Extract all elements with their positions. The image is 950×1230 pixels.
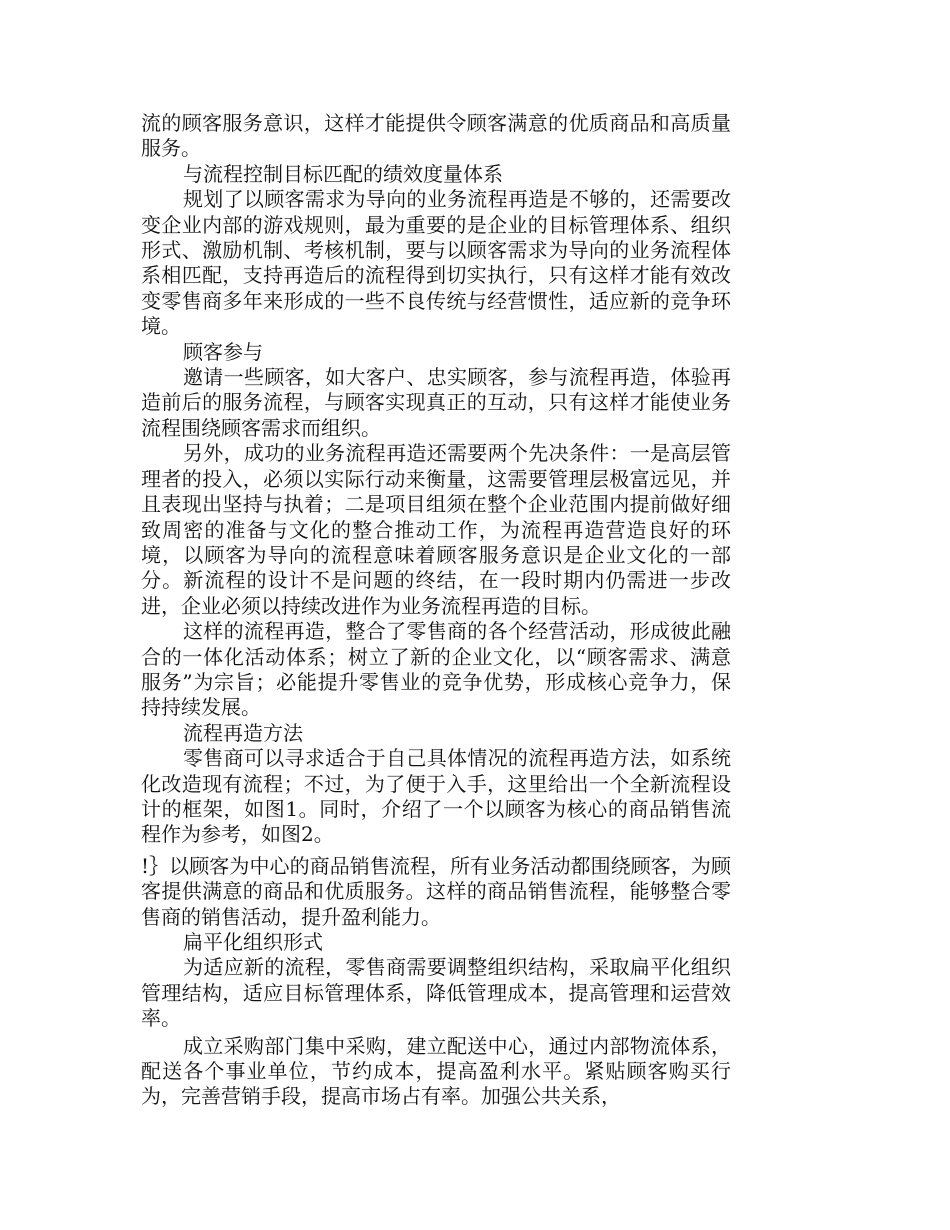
paragraph: 零售商可以寻求适合于自己具体情况的流程再造方法，如系统化改造现有流程；不过，为了便于入手，这里给出一个全新流程设计的框架，如图1。同时，介绍了一个以顾客为核心的商品销售流程作为参考，如图2。: [141, 746, 731, 847]
paragraph: 为适应新的流程，零售商需要调整组织结构，采取扁平化组织管理结构，适应目标管理体系，降低管理成本，提高管理和运营效率。: [141, 955, 731, 1031]
figure-caption-paragraph: !｝以顾客为中心的商品销售流程，所有业务活动都围绕顾客，为顾客提供满意的商品和优质服务。这样的商品销售流程，能够整合零售商的销售活动，提升盈利能力。: [141, 853, 731, 929]
paragraph: 成立采购部门集中采购，建立配送中心，通过内部物流体系，配送各个事业单位，节约成本，提高盈利水平。紧贴顾客购买行为，完善营销手段，提高市场占有率。加强公共关系，: [141, 1033, 731, 1109]
paragraph: 这样的流程再造，整合了零售商的各个经营活动，形成彼此融合的一体化活动体系；树立了新的企业文化，以“顾客需求、满意服务”为宗旨；必能提升零售业的竞争优势，形成核心竞争力，保持持续发展。: [141, 619, 731, 720]
section-heading: 流程再造方法: [183, 720, 303, 745]
paragraph: 规划了以顾客需求为导向的业务流程再造是不够的，还需要改变企业内部的游戏规则，最为重要的是企业的目标管理体系、组织形式、激励机制、考核机制，要与以顾客需求为导向的业务流程体系相匹配，支持再造后的流程得到切实执行，只有这样才能有效改变零售商多年来形成的一些不良传统与经营惯性，适应新的竞争环境。: [141, 187, 731, 339]
paragraph: 邀请一些顾客，如大客户、忠实顾客，参与流程再造，体验再造前后的服务流程，与顾客实现真正的互动，只有这样才能使业务流程围绕顾客需求而组织。: [141, 365, 731, 440]
section-heading: 顾客参与: [183, 339, 263, 364]
paragraph: 流的顾客服务意识，这样才能提供令顾客满意的优质商品和高质量服务。: [141, 111, 731, 161]
paragraph: 另外，成功的业务流程再造还需要两个先决条件：一是高层管理者的投入，必须以实际行动来衡量，这需要管理层极富远见，并且表现出坚持与执着；二是项目组须在整个企业范围内提前做好细致周密的准备与文化的整合推动工作，为流程再造营造良好的环境，以顾客为导向的流程意味着顾客服务意识是企业文化的一部分。新流程的设计不是问题的终结，在一段时期内仍需进一步改进，企业必须以持续改进作为业务流程再造的目标。: [141, 441, 731, 618]
section-heading: 与流程控制目标匹配的绩效度量体系: [183, 161, 503, 186]
body-text: [141, 111, 731, 1110]
section-heading: 扁平化组织形式: [183, 930, 323, 954]
